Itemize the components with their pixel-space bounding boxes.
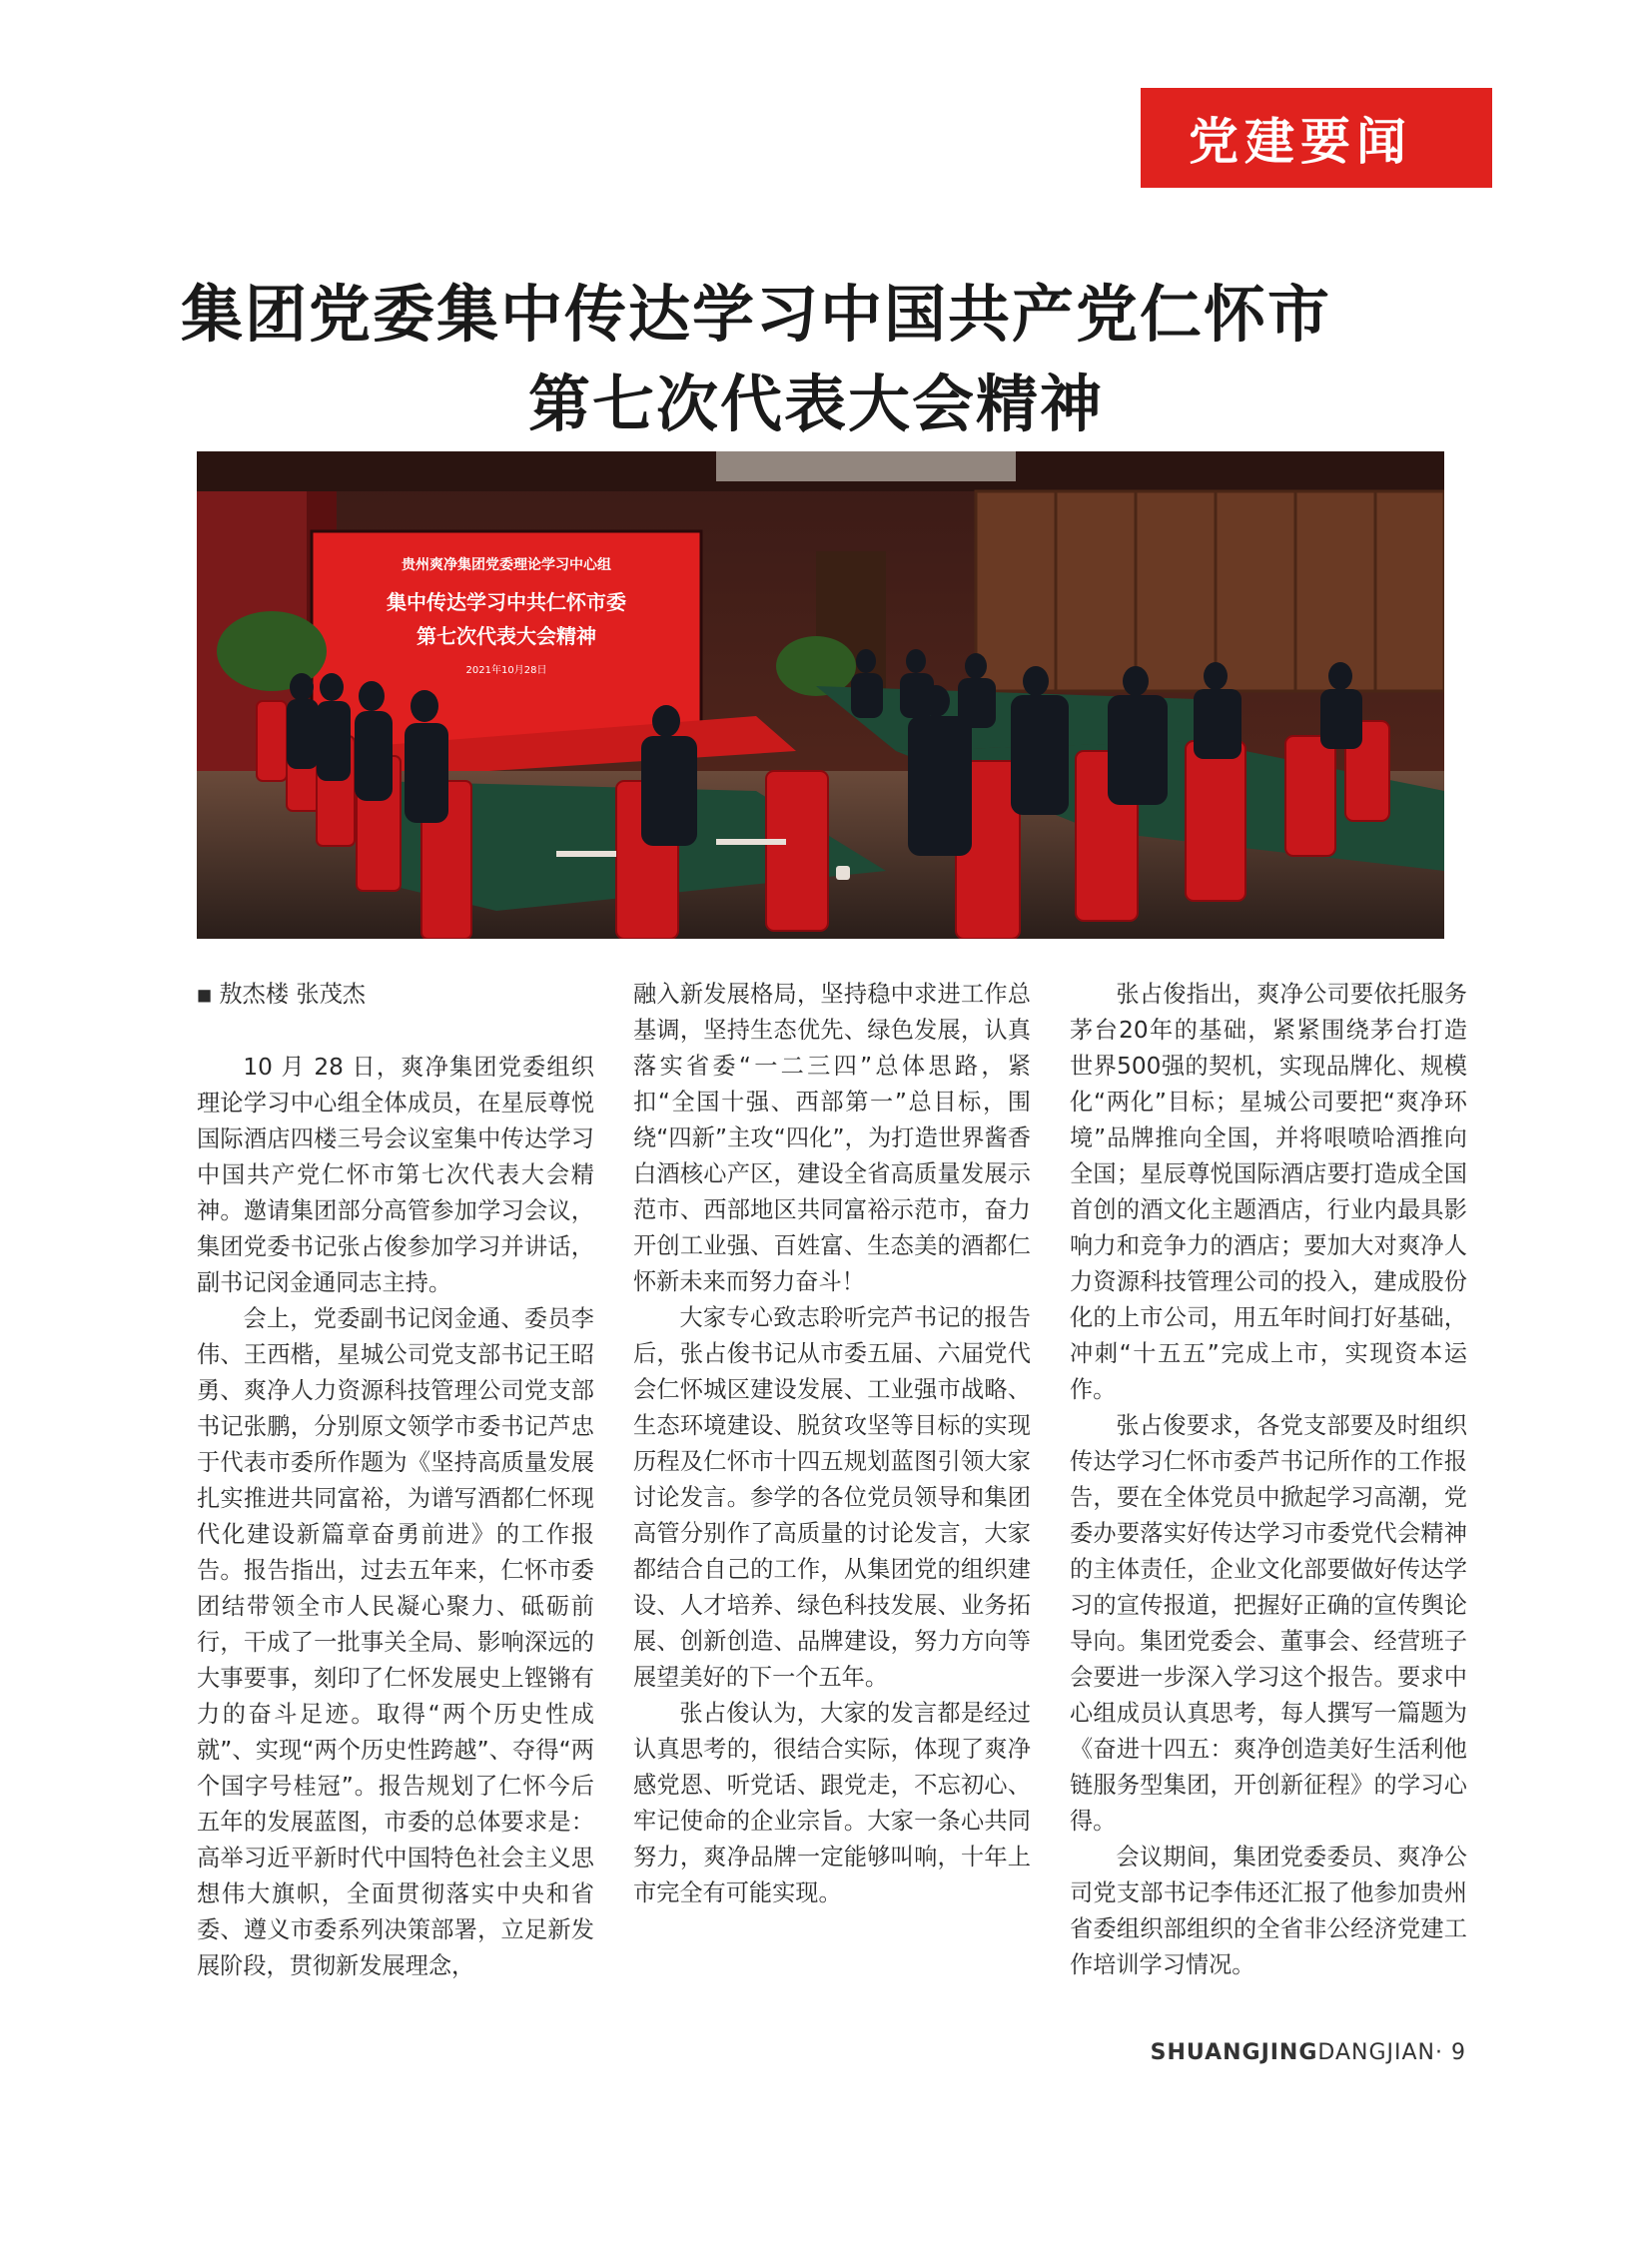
paragraph: 10 月 28 日，爽净集团党委组织理论学习中心组全体成员，在星辰尊悦国际酒店四楼三号会议室集中传达学习中国共产党仁怀市第七次代表大会精神。邀请集团部分高管参加学习会议，集团党委书记张占俊参加学习并讲话，副书记闵金通同志主持。 bbox=[197, 1053, 594, 1296]
article-column-3 bbox=[1070, 977, 1467, 1983]
paragraph-continued: 融入新发展格局，坚持稳中求进工作总基调，坚持生态优先、绿色发展，认真落实省委“一二三四”总体思路，紧扣“全国十强、西部第一”总目标，围绕“四新”主攻“四化”，为打造世界酱香白酒核心产区，建设全省高质量发展示范市、西部地区共同富裕示范市，奋力开创工业强、百姓富、生态美的酒都仁怀新未来而努力奋斗！ bbox=[633, 981, 1031, 1295]
byline-authors: 敖杰楼 张茂杰 bbox=[219, 981, 366, 1008]
screen-date: 2021年10月28日 bbox=[465, 665, 547, 676]
footer-brand-bold: SHUANGJING bbox=[1150, 2040, 1318, 2065]
article-title-line1: 集团党委集中传达学习中国共产党仁怀市 bbox=[180, 278, 1331, 351]
paragraph: 大家专心致志聆听完芦书记的报告后，张占俊书记从市委五届、六届党代会仁怀城区建设发展、工业强市战略、生态环境建设、脱贫攻坚等目标的实现历程及仁怀市十四五规划蓝图引领大家讨论发言。参学的各位党员领导和集团高管分别作了高质量的讨论发言，大家都结合自己的工作，从集团党的组织建设、人才培养、绿色科技发展、业务拓展、创新创造、品牌建设，努力方向等展望美好的下一个五年。 bbox=[633, 1304, 1031, 1691]
paragraph: 张占俊指出，爽净公司要依托服务茅台20年的基础，紧紧围绕茅台打造世界500强的契机，实现品牌化、规模化“两化”目标；星城公司要把“爽净环境”品牌推向全国，并将哏喷哈酒推向全国；星辰尊悦国际酒店要打造成全国首创的酒文化主题酒店，行业内最具影响力和竞争力的酒店；要加大对爽净人力资源科技管理公司的投入，建成股份化的上市公司，用五年时间打好基础，冲刺“十五五”完成上市，实现资本运作。 bbox=[1070, 981, 1467, 1403]
screen-line1: 贵州爽净集团党委理论学习中心组 bbox=[402, 557, 611, 573]
screen-line3: 第七次代表大会精神 bbox=[416, 624, 596, 648]
paragraph: 会议期间，集团党委委员、爽净公司党支部书记李伟还汇报了他参加贵州省委组织部组织的全省非公经济党建工作培训学习情况。 bbox=[1070, 1844, 1467, 1978]
page-number: 9 bbox=[1451, 2040, 1466, 2065]
byline bbox=[197, 977, 594, 1014]
paragraph: 会上，党委副书记闵金通、委员李伟、王西楷，星城公司党支部书记王昭勇、爽净人力资源科技管理公司党支部书记张鹏，分别原文领学市委书记芦忠于代表市委所作题为《坚持高质量发展 扎实推进共同富裕，为谱写酒都仁怀现代化建设新篇章奋勇前进》的工作报告。报告指出，过去五年来，仁怀市委团结带领全市人民凝心聚力、砥砺前行，干成了一批事关全局、影响深远的大事要事，刻印了仁怀发展史上铿锵有力的奋斗足迹。取得“两个历史性成就”、实现“两个历史性跨越”、夺得“两个国字号桂冠”。报告规划了仁怀今后五年的发展蓝图，市委的总体要求是：高举习近平新时代中国特色社会主义思想伟大旗帜，全面贯彻落实中央和省委、遵义市委系列决策部署，立足新发展阶段，贯彻新发展理念， bbox=[197, 1304, 594, 1979]
screen-line2: 集中传达学习中共仁怀市委 bbox=[387, 590, 626, 614]
footer-brand-light: DANGJIAN bbox=[1317, 2040, 1435, 2065]
article-column-1 bbox=[197, 977, 594, 1984]
section-tag: 党建要闻 bbox=[1141, 88, 1492, 188]
article-column-2 bbox=[633, 977, 1031, 1911]
bullet-icon: ■ bbox=[197, 985, 213, 1005]
footer-separator: · bbox=[1435, 2040, 1443, 2065]
paragraph: 张占俊要求，各党支部要及时组织传达学习仁怀市委芦书记所作的工作报告，要在全体党员中掀起学习高潮，党委办要落实好传达学习市委党代会精神的主体责任，企业文化部要做好传达学习的宣传报道，把握好正确的宣传舆论导向。集团党委会、董事会、经营班子会要进一步深入学习这个报告。要求中心组成员认真思考，每人撰写一篇题为《奋进十四五：爽净创造美好生活利他链服务型集团，开创新征程》的学习心得。 bbox=[1070, 1412, 1467, 1835]
paragraph: 张占俊认为，大家的发言都是经过认真思考的，很结合实际，体现了爽净感党恩、听党话、跟党走，不忘初心、牢记使命的企业宗旨。大家一条心共同努力，爽净品牌一定能够叫响，十年上市完全有可能实现。 bbox=[633, 1700, 1031, 1906]
article-title-line2: 第七次代表大会精神 bbox=[527, 368, 1104, 440]
page-footer bbox=[1151, 2040, 1466, 2065]
meeting-photo bbox=[197, 451, 1444, 939]
